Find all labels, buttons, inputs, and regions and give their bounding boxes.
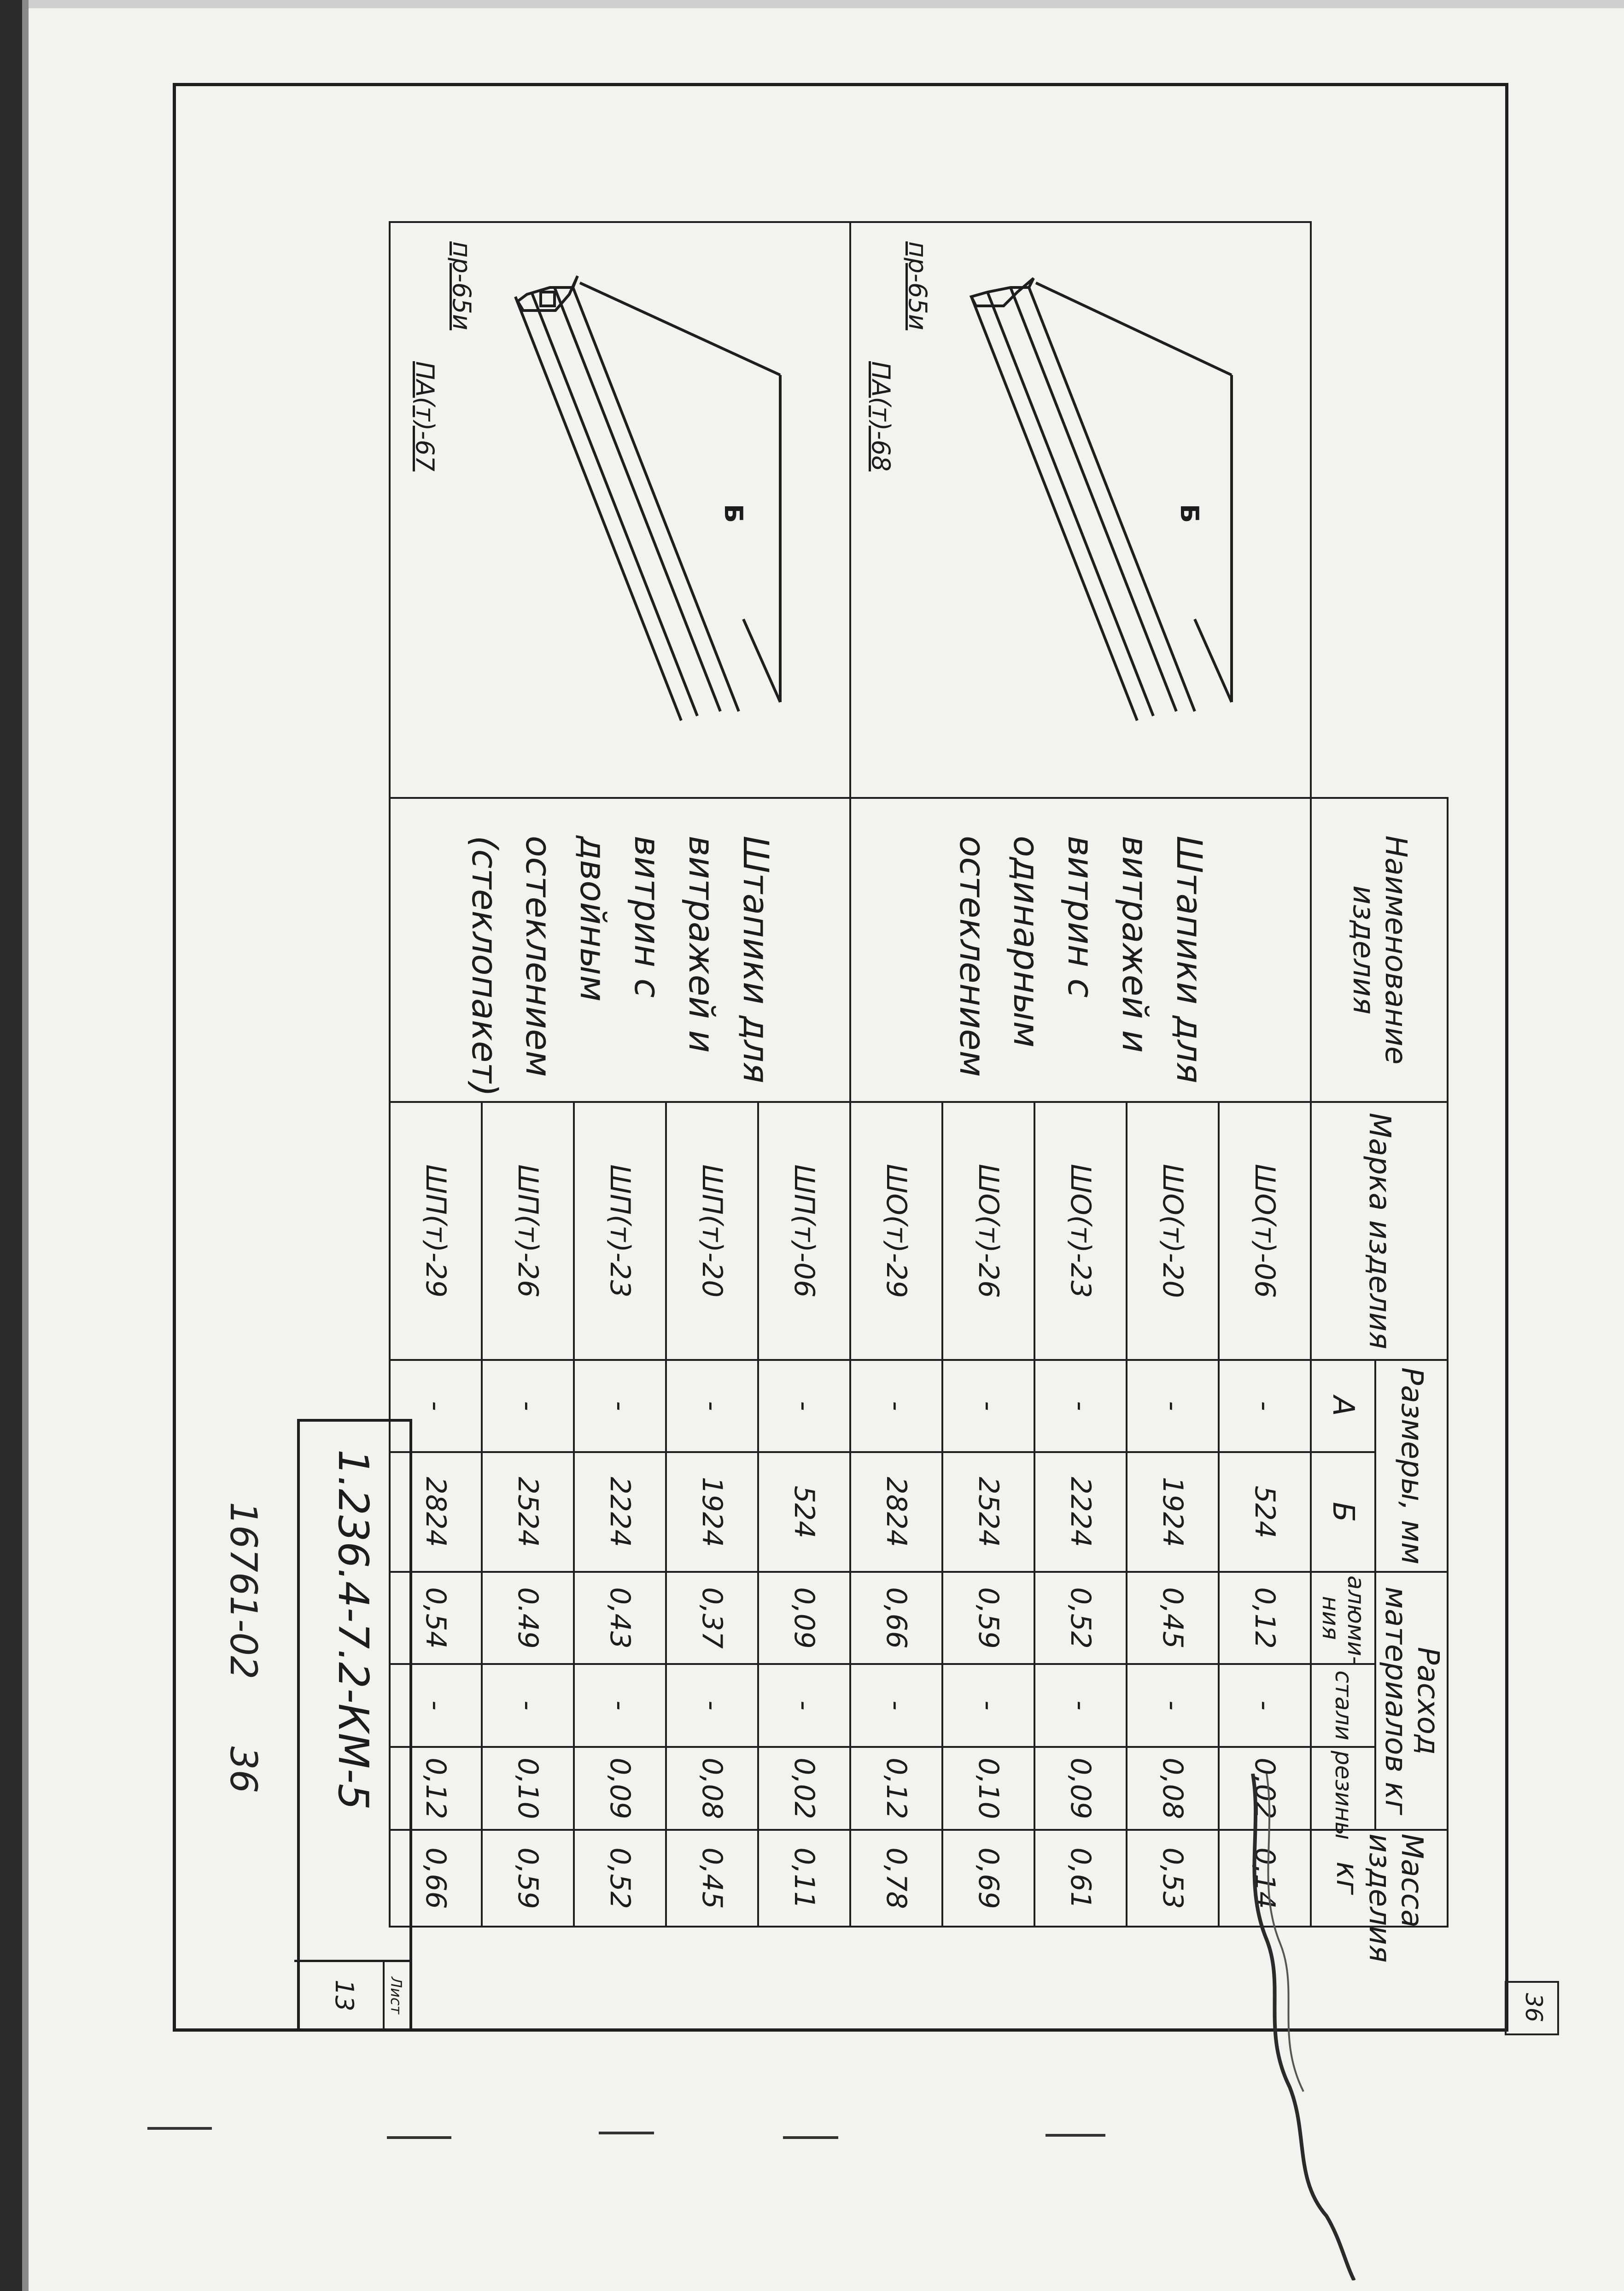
mark-cell: ШО(т)-20: [1127, 1102, 1219, 1360]
scan-binding-edge: [22, 0, 29, 2291]
size-a-cell: -: [758, 1360, 850, 1452]
mark-cell: ШО(т)-29: [850, 1102, 942, 1360]
size-b-cell: 1924: [1127, 1452, 1219, 1572]
rubber-cell: 0,08: [1127, 1747, 1219, 1830]
mark-cell: ШО(т)-06: [1219, 1102, 1311, 1360]
corner-number: 36: [1520, 1993, 1547, 2022]
steel-cell: -: [482, 1664, 574, 1747]
steel-cell: -: [1127, 1664, 1219, 1747]
rubber-cell: 0,10: [482, 1747, 574, 1830]
sheet-label: Лист: [383, 1962, 405, 2029]
rubber-cell: 0,12: [850, 1747, 942, 1830]
size-b-cell: 524: [758, 1452, 850, 1572]
inventory-number: 16761-02: [222, 1502, 265, 1680]
group-name-single: Штапики для витражей и витрин с одинарным остеклением: [850, 798, 1311, 1102]
size-b-cell: 2224: [1034, 1452, 1127, 1572]
size-a-cell: -: [942, 1360, 1034, 1452]
size-b-cell: 2224: [574, 1452, 666, 1572]
rubber-cell: 0,09: [1034, 1747, 1127, 1830]
steel-cell: -: [850, 1664, 942, 1747]
mark-cell: ШП(т)-06: [758, 1102, 850, 1360]
size-b-cell: 524: [1219, 1452, 1311, 1572]
mark-cell: ШО(т)-26: [942, 1102, 1034, 1360]
document-code: 1.236.4-7.2-КМ-5: [329, 1449, 377, 1810]
drawing-header-cell: [1311, 222, 1448, 798]
header-mass: Масса изделия кг: [1311, 1830, 1448, 1927]
rotated-drawing-sheet: [173, 83, 1547, 2032]
mass-cell: 0,59: [482, 1830, 574, 1927]
size-b-cell: 2824: [390, 1452, 482, 1572]
rubber-cell: 0,12: [390, 1747, 482, 1830]
header-rubber: резины: [1311, 1747, 1375, 1830]
group-name-double: Штапики для витражей и витрин с двойным остеклением (стеклопакет): [390, 798, 850, 1102]
rubber-cell: 0,02: [1219, 1747, 1311, 1830]
header-size-a: А: [1311, 1360, 1375, 1452]
mass-cell: 0,53: [1127, 1830, 1219, 1927]
mass-cell: 0,78: [850, 1830, 942, 1927]
header-name: Наименование изделия: [1311, 798, 1448, 1102]
size-a-cell: -: [1034, 1360, 1127, 1452]
sheet-value: 13: [330, 1980, 359, 2011]
mass-cell: 0,11: [758, 1830, 850, 1927]
rubber-cell: 0,08: [666, 1747, 758, 1830]
aluminium-cell: 0,43: [574, 1572, 666, 1664]
header-aluminium: алюми-ния: [1311, 1572, 1375, 1664]
header-sizes: Размеры, мм: [1375, 1360, 1448, 1572]
aluminium-cell: 0,52: [1034, 1572, 1127, 1664]
steel-cell: -: [758, 1664, 850, 1747]
mass-cell: 0,69: [942, 1830, 1034, 1927]
size-a-cell: -: [850, 1360, 942, 1452]
size-b-cell: 2524: [942, 1452, 1034, 1572]
rubber-cell: 0,09: [574, 1747, 666, 1830]
size-b-cell: 1924: [666, 1452, 758, 1572]
mass-cell: 0,14: [1219, 1830, 1311, 1927]
mark-cell: ШП(т)-29: [390, 1102, 482, 1360]
header-steel: стали: [1311, 1664, 1375, 1747]
header-mark: Марка изделия: [1311, 1102, 1448, 1360]
part-label-single: ПА(т)-68: [866, 361, 896, 472]
steel-cell: -: [1219, 1664, 1311, 1747]
aluminium-cell: 0,66: [850, 1572, 942, 1664]
aluminium-cell: 0,54: [390, 1572, 482, 1664]
mark-cell: ШП(т)-23: [574, 1102, 666, 1360]
footer-numbers: [222, 1502, 265, 1793]
steel-cell: -: [942, 1664, 1034, 1747]
steel-cell: -: [390, 1664, 482, 1747]
scan-artifacts: [147, 2101, 1253, 2193]
rubber-cell: 0,02: [758, 1747, 850, 1830]
aluminium-cell: 0,59: [942, 1572, 1034, 1664]
size-a-cell: -: [1219, 1360, 1311, 1452]
profile-drawing-double: [390, 222, 850, 798]
size-a-cell: -: [390, 1360, 482, 1452]
sheet-number-cell: [294, 1960, 409, 2029]
profile-drawing-single: [850, 222, 1311, 798]
size-a-cell: -: [482, 1360, 574, 1452]
mass-cell: 0,66: [390, 1830, 482, 1927]
scan-top-edge: [0, 0, 1624, 8]
aluminium-cell: 0.49: [482, 1572, 574, 1664]
mass-cell: 0,52: [574, 1830, 666, 1927]
part-label-double: ПА(т)-67: [410, 361, 440, 472]
specification-table: [410, 221, 1449, 1963]
aluminium-cell: 0,09: [758, 1572, 850, 1664]
torn-edge-line: [1234, 1774, 1373, 2280]
size-b-cell: 2824: [850, 1452, 942, 1572]
mark-cell: ШП(т)-20: [666, 1102, 758, 1360]
size-a-cell: -: [666, 1360, 758, 1452]
steel-cell: -: [574, 1664, 666, 1747]
profile-label-double: пр-65и: [447, 241, 477, 330]
header-consumption: Расход материалов кг: [1375, 1572, 1448, 1830]
mark-cell: ШП(т)-26: [482, 1102, 574, 1360]
size-a-cell: -: [574, 1360, 666, 1452]
profile-label-single: пр-65и: [903, 241, 933, 330]
header-size-b: Б: [1311, 1452, 1375, 1572]
dim-label-b-single: Б: [1175, 504, 1204, 523]
title-block: [297, 1419, 412, 2032]
steel-cell: -: [1034, 1664, 1127, 1747]
size-a-cell: -: [1127, 1360, 1219, 1452]
scan-binding-shadow: [0, 0, 22, 2291]
dim-label-b-double: Б: [719, 504, 748, 523]
rubber-cell: 0,10: [942, 1747, 1034, 1830]
mark-cell: ШО(т)-23: [1034, 1102, 1127, 1360]
aluminium-cell: 0,45: [1127, 1572, 1219, 1664]
aluminium-cell: 0,12: [1219, 1572, 1311, 1664]
steel-cell: -: [666, 1664, 758, 1747]
page-number: 36: [222, 1746, 265, 1793]
aluminium-cell: 0,37: [666, 1572, 758, 1664]
size-b-cell: 2524: [482, 1452, 574, 1572]
mass-cell: 0,61: [1034, 1830, 1127, 1927]
mass-cell: 0,45: [666, 1830, 758, 1927]
corner-number-box: [1505, 1981, 1559, 2035]
